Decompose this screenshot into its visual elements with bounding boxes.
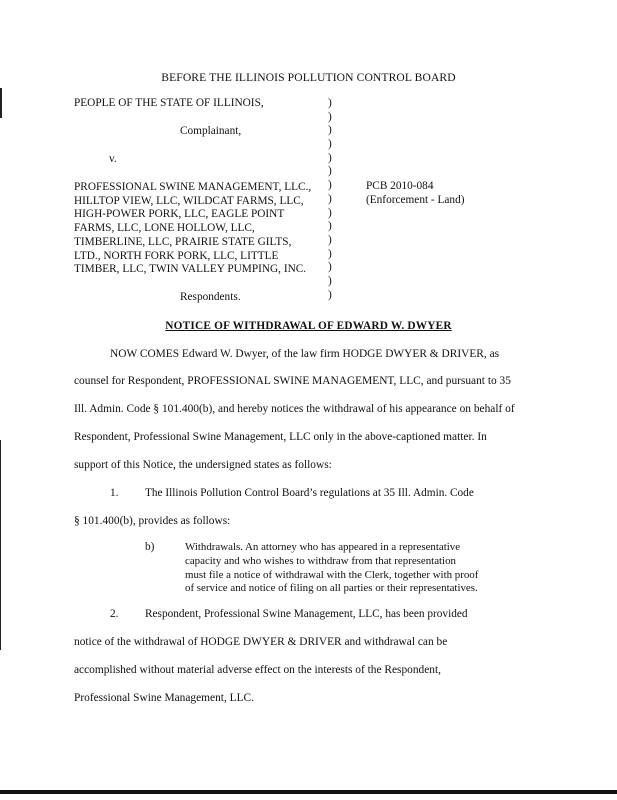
item-2-text: Professional Swine Management, LLC. [74,692,255,704]
respondent-line: HIGH-POWER PORK, LLC, EAGLE POINT [74,208,285,221]
plaintiff-name: PEOPLE OF THE STATE OF ILLINOIS, [74,97,264,109]
caption-parentheses: ) ) ) ) ) ) ) ) ) ) ) ) ) ) ) [328,97,332,301]
item-2-text: notice of the withdrawal of HODGE DWYER & DRIVER and withdrawal can be [74,636,448,648]
intro-line: support of this Notice, the undersigned states as follows: [74,459,332,471]
quote-line: Withdrawals. An attorney who has appeared in a representative [185,541,461,553]
scan-edge-line [0,88,2,118]
respondent-line: TIMBERLINE, LLC, PRAIRIE STATE GILTS, [74,235,292,248]
complainant-label: Complainant, [180,125,242,137]
scan-bottom-border [0,790,617,794]
intro-line: NOW COMES Edward W. Dwyer, of the law firm HODGE DWYER & DRIVER, as [110,348,500,360]
item-1-text: The Illinois Pollution Control Board’s regulations at 35 Ill. Admin. Code [145,487,474,499]
quote-line: of service and notice of filing on all parties or their representatives. [185,582,478,595]
case-number: PCB 2010-084 [366,180,434,192]
intro-line: Ill. Admin. Code § 101.400(b), and hereby notices the withdrawal of his appearance on behalf of [74,403,515,415]
respondent-line: LTD., NORTH FORK PORK, LLC, LITTLE [74,249,279,262]
notice-title: NOTICE OF WITHDRAWAL OF EDWARD W. DWYER [165,320,452,332]
item-1-text: § 101.400(b), provides as follows: [74,515,231,527]
respondent-line: HILLTOP VIEW, LLC, WILDCAT FARMS, LLC, [74,194,304,207]
scan-edge-line [0,440,1,650]
quote-line: must file a notice of withdrawal with the Clerk, together with proof [185,568,479,581]
respondent-line: PROFESSIONAL SWINE MANAGEMENT, LLC., [74,181,312,193]
intro-line: Respondent, Professional Swine Management, LLC only in the above-captioned matter. In [74,431,487,443]
respondents-label: Respondents. [180,290,241,303]
intro-line: counsel for Respondent, PROFESSIONAL SWINE MANAGEMENT, LLC, and pursuant to 35 [74,375,511,387]
item-number: 2. [110,608,119,620]
case-type: (Enforcement - Land) [366,193,465,206]
regulation-quote [185,541,478,596]
item-2-text: Respondent, Professional Swine Management, LLC, has been provided [145,608,468,620]
versus-label: v. [109,153,117,165]
item-2-text: accomplished without material adverse effect on the interests of the Respondent, [74,664,442,676]
board-title: BEFORE THE ILLINOIS POLLUTION CONTROL BOARD [161,71,456,84]
item-number: 1. [110,487,119,499]
respondent-line: TIMBER, LLC, TWIN VALLEY PUMPING, INC. [74,263,307,276]
quote-line: capacity and who wishes to withdraw from that representation [185,554,456,567]
case-number-block [366,180,464,208]
quote-marker: b) [145,541,155,553]
respondent-line: FARMS, LLC, LONE HOLLOW, LLC, [74,222,255,235]
